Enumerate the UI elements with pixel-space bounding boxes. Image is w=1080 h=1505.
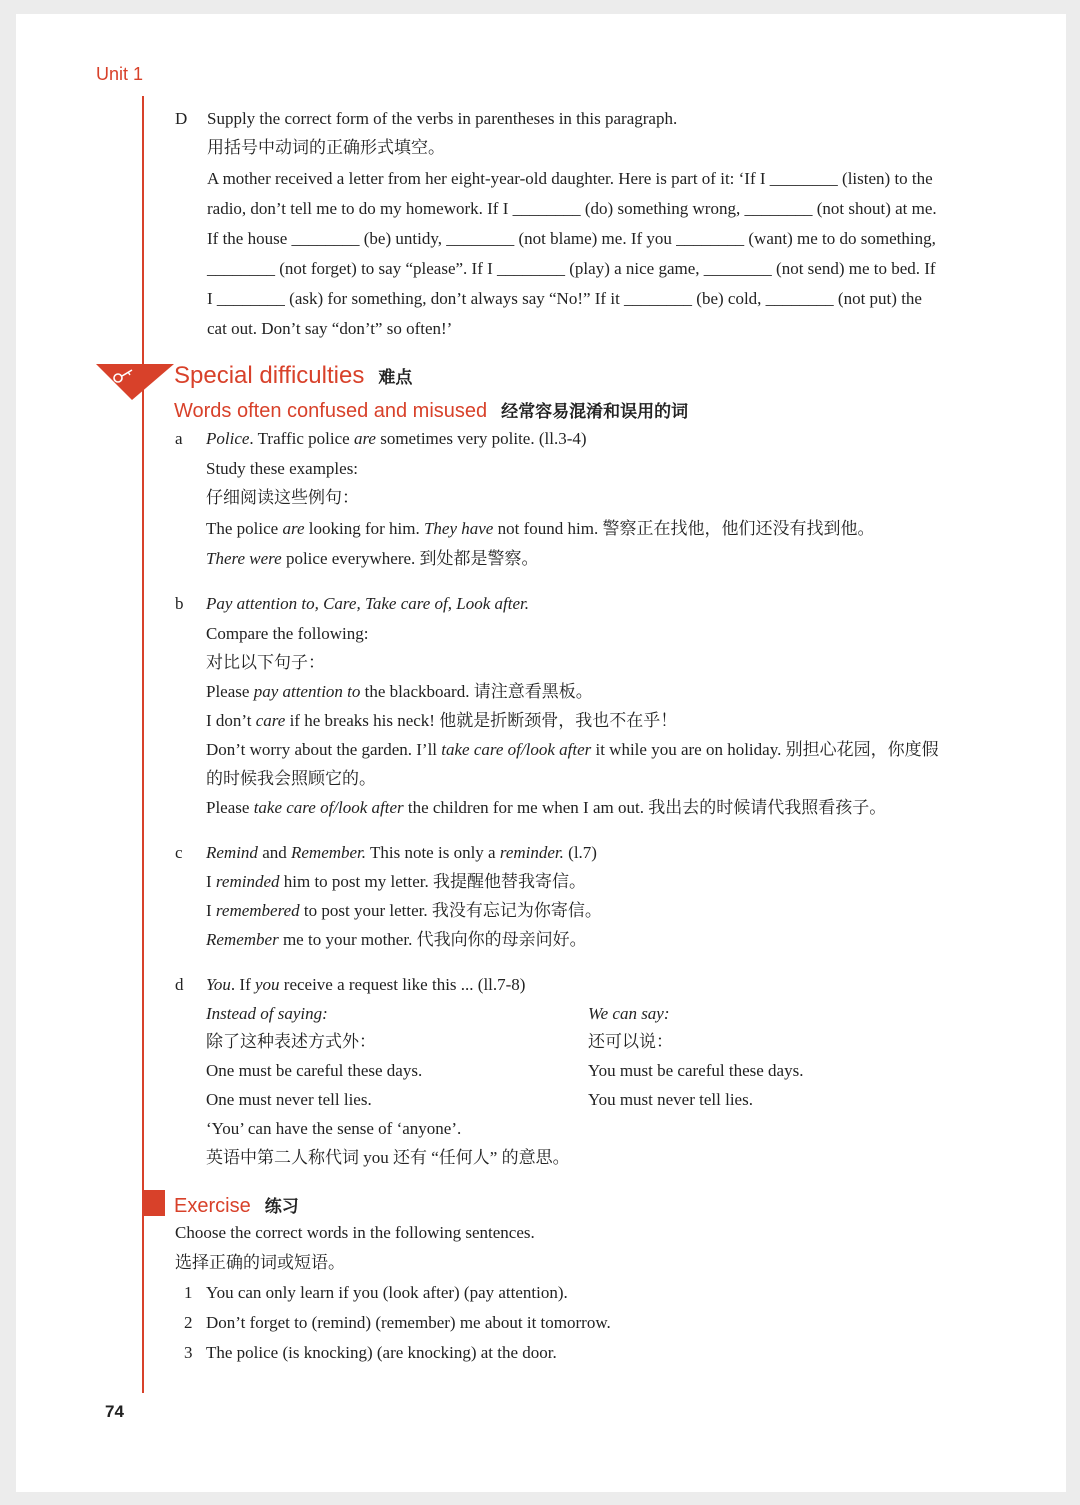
item-d-left-cn: 除了这种表述方式外：	[206, 1032, 376, 1051]
exercise-instruction-cn: 选择正确的词或短语。	[175, 1253, 345, 1272]
unit-label: Unit 1	[96, 64, 144, 84]
paragraph-line: ________ (not forget) to say “please”. If I ________ (play) a nice game, ________ (not send) me to bed. If	[207, 259, 936, 278]
heading-text: Special difficulties	[174, 362, 365, 389]
paragraph-line: A mother received a letter from her eight-year-old daughter. Here is part of it: ‘If I ________ (listen) to the	[207, 169, 933, 188]
item-d-right-line: You must be careful these days.	[588, 1061, 804, 1080]
exercise-item-text: The police (is knocking) (are knocking) at the door.	[206, 1343, 557, 1362]
item-b-example: I don’t care if he breaks his neck! 他就是折断颈骨，我也不在乎！	[206, 711, 678, 730]
paragraph-line: I ________ (ask) for something, don’t always say “No!” If it ________ (be) cold, ________ (not put) the	[207, 289, 922, 308]
item-a-example: The police are looking for him. They have not found him. 警察正在找他，他们还没有找到他。	[206, 519, 875, 538]
exercise-item-text: Don’t forget to (remind) (remember) me about it tomorrow.	[206, 1313, 611, 1332]
item-a-label: a	[175, 429, 183, 448]
item-b-example: Don’t worry about the garden. I’ll take care of/look after it while you are on holiday. 别担心花园，你度假	[206, 740, 939, 759]
item-d-right-cn: 还可以说：	[588, 1032, 673, 1051]
item-b-example-cont: 的时候我会照顾它的。	[206, 769, 376, 788]
exercise-item-number: 2	[184, 1313, 193, 1332]
paragraph-line: radio, don’t tell me to do my homework. If I ________ (do) something wrong, ________ (not shout) at me.	[207, 199, 937, 218]
section-d-label: D	[175, 109, 188, 128]
exercise-marker	[143, 1190, 165, 1216]
exercise-heading	[174, 1192, 299, 1218]
item-a-example: There were police everywhere. 到处都是警察。	[206, 549, 539, 568]
section-d-instruction: Supply the correct form of the verbs in parentheses in this paragraph.	[207, 109, 678, 128]
section-d-instruction-cn: 用括号中动词的正确形式填空。	[207, 138, 445, 157]
item-a-study-cn: 仔细阅读这些例句：	[206, 488, 359, 507]
paragraph-line: If the house ________ (be) untidy, ________ (not blame) me. If you ________ (want) me to do something,	[207, 229, 936, 248]
item-d-label: d	[175, 975, 184, 994]
exercise-item-number: 3	[184, 1343, 193, 1362]
item-d-note: ‘You’ can have the sense of ‘anyone’.	[206, 1119, 462, 1138]
item-b-compare: Compare the following:	[206, 624, 369, 643]
item-b-example: Please take care of/look after the children for me when I am out. 我出去的时候请代我照看孩子。	[206, 798, 887, 817]
exercise-item-number: 1	[184, 1283, 193, 1302]
item-a-study: Study these examples:	[206, 459, 359, 478]
item-d-right-title: We can say:	[588, 1004, 670, 1023]
item-c-example: Remember me to your mother. 代我向你的母亲问好。	[206, 930, 587, 949]
item-d-left-line: One must never tell lies.	[206, 1090, 372, 1109]
item-b-heading: Pay attention to, Care, Take care of, Look after.	[206, 594, 529, 613]
item-d-heading: You. If you receive a request like this ... (ll.7-8)	[206, 975, 526, 994]
item-c-label: c	[175, 843, 183, 862]
key-icon	[96, 364, 174, 400]
exercise-instruction: Choose the correct words in the following sentences.	[175, 1223, 535, 1242]
exercise-item-text: You can only learn if you (look after) (pay attention).	[206, 1283, 568, 1302]
confused-words-heading	[174, 397, 688, 423]
page-number: 74	[105, 1402, 124, 1421]
item-d-left-title: Instead of saying:	[206, 1004, 328, 1023]
item-c-example: I remembered to post your letter. 我没有忘记为你寄信。	[206, 901, 602, 920]
item-b-compare-cn: 对比以下句子：	[206, 653, 325, 672]
item-d-note-cn: 英语中第二人称代词 you 还有 “任何人” 的意思。	[206, 1148, 570, 1167]
item-d-right-line: You must never tell lies.	[588, 1090, 753, 1109]
item-d-left-line: One must be careful these days.	[206, 1061, 423, 1080]
item-a-heading: Police. Traffic police are sometimes very polite. (ll.3-4)	[206, 429, 587, 448]
item-c-heading: Remind and Remember. This note is only a reminder. (l.7)	[206, 843, 597, 862]
exercise-title-cn: 练习	[264, 1197, 299, 1217]
subheading-text-cn: 经常容易混淆和误用的词	[501, 402, 689, 422]
paragraph-line: cat out. Don’t say “don’t” so often!’	[207, 319, 453, 338]
item-b-example: Please pay attention to the blackboard. 请注意看黑板。	[206, 682, 593, 701]
item-b-label: b	[175, 594, 184, 613]
item-c-example: I reminded him to post my letter. 我提醒他替我寄信。	[206, 872, 586, 891]
heading-text-cn: 难点	[378, 368, 413, 388]
subheading-text: Words often confused and misused	[174, 400, 488, 422]
special-difficulties-heading	[174, 362, 412, 390]
exercise-title: Exercise	[174, 1195, 251, 1217]
